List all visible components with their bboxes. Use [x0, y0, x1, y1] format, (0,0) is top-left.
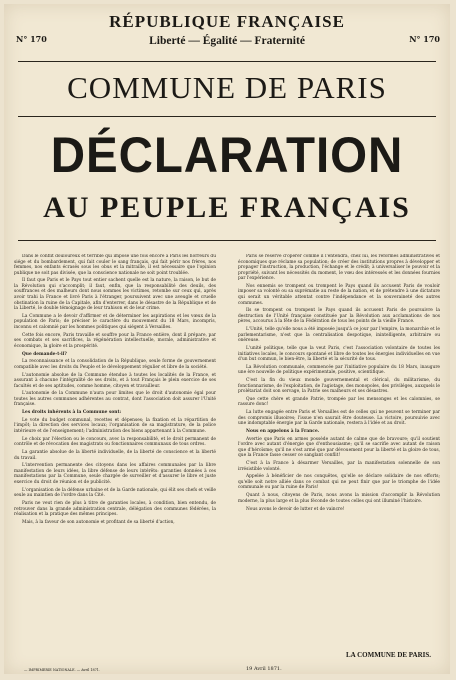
paragraph: L'intervention permanente des citoyens dans les affaires communales par la libre manifestation de leurs idées, la libre défense de leurs intérêts: garanties données à ces manifestations par la Commune, seule chargée de surveiller et d'assurer le libre et juste exercice du droit de réunion et de publicité. — [14, 463, 216, 485]
paragraph: Cette fois encore, Paris travaille et souffre pour la France entière, dont il prépare, par ses combats et ses sacrifices, la régénération intellectuelle, morale, administrative et économique, la gloire et la prospérité. — [14, 332, 216, 349]
paragraph: La Révolution communale, commencée par l'initiative populaire du 18 Mars, inaugure une ère nouvelle de politique expérimentale, positive, scientifique. — [238, 364, 440, 376]
paragraph: Il faut que Paris et le Pays tout entier sachent quelle est la nature, la raison, le but de la Révolution qui s'accomplit; il faut, enfin, que la responsabilité des deuils, des souffrances et des malheurs dont nous sommes les victimes, retombe sur ceux qui, après avoir trahi la France et livré Paris à l'étranger, poursuivent avec une aveugle et cruelle obstination la ruine de la Capitale, afin d'enterrer, dans le désastre de la République et de la Liberté, le double témoignage de leur trahison et de leur crime. — [14, 278, 216, 312]
paragraph: L'Unité, telle qu'elle nous a été imposée jusqu'à ce jour par l'empire, la monarchie et le parlementarisme, n'est que la centralisation despotique, inintelligente, arbitraire ou onéreuse. — [238, 327, 440, 344]
text-column-right — [238, 254, 440, 654]
commune-title: COMMUNE DE PARIS — [67, 70, 387, 105]
paragraph: Nos ennemis se trompent ou trompent le Pays quand ils accusent Paris de vouloir imposer sa volonté ou sa suprématie au reste de la nation, et de prétendre à une dictature qui serait un véritable attentat contre l'indépendance et la souveraineté des autres communes. — [238, 283, 440, 306]
issue-number-left: N° 170 — [16, 34, 47, 44]
paragraph: C'est à la France à désarmer Versailles, par la manifestation solennelle de son irrésistible volonté. — [238, 461, 440, 472]
motto: Liberté — Égalité — Fraternité — [149, 35, 305, 47]
republic-heading: RÉPUBLIQUE FRANÇAISE — [109, 12, 345, 31]
paragraph: Paris se réserve d'opérer comme il l'entendra, chez lui, les réformes administratives et économiques que réclame sa population; de créer des institutions propres à développer et propager l'instruction, la production, l'échange et le crédit; à universaliser le pouvoir et la propriété, suivant les nécessités du moment, le vœu des intéressés et les données fournies par l'expérience. — [238, 254, 440, 282]
declaration-title: DÉCLARATION — [50, 127, 404, 183]
paragraph: Avertie que Paris en armes possède autant de calme que de bravoure; qu'il soutient l'ordre avec autant d'énergie que d'enthousiasme; qu'il se sacrifie avec autant de raison que d'héroïsme; qu'il ne s'est armé que par dévouement pour la liberté et la gloire de tous, que la France fasse cesser ce sanglant conflit! — [238, 436, 440, 459]
paragraph: Appelée à bénéficier de nos conquêtes, qu'elle se déclare solidaire de nos efforts; qu'elle soit notre alliée dans ce combat qui ne peut finir que par le triomphe de l'idée communale ou par la ruine de Paris! — [238, 474, 440, 491]
paragraph: Que cette chère et grande Patrie, trompée par les mensonges et les calomnies, se rassure donc! — [238, 396, 440, 408]
divider-rule — [18, 116, 436, 117]
paragraph: La lutte engagée entre Paris et Versailles est de celles qui ne peuvent se terminer par des compromis illusoires; l'issue n'en saurait être douteuse. La victoire, poursuivie avec une indomptable énergie par la Garde nationale, restera à l'idée et au droit. — [238, 410, 440, 427]
paragraph: Ils se trompent ou trompent le Pays quand ils accusent Paris de poursuivre la destruction de l'Unité française constituée par la Révolution aux acclamations de nos pères, accourus à la fête de la Fédération de tous les points de la vieille France. — [238, 308, 440, 325]
paragraph: La Commune a le devoir d'affirmer et de déterminer les aspirations et les vœux de la population de Paris; de préciser le caractère du mouvement du 18 Mars, incompris, inconnu et calomnié par les hommes politiques qui siégent à Versailles. — [14, 313, 216, 330]
paragraph: L'organisation de la défense urbaine et de la Garde nationale, qui élit ses chefs et veille seule au maintien de l'ordre dans la Cité. — [14, 487, 216, 499]
paragraph: L'unité politique, telle que la veut Paris, c'est l'association volontaire de toutes les initiatives locales, le concours spontané et libre de toutes les énergies individuelles en vue d'un but commun, le bien-être, la liberté et la sécurité de tous. — [238, 345, 440, 363]
paragraph: Nous en appelons à la France. — [246, 429, 320, 434]
date: 19 Avril 1871. — [246, 666, 282, 672]
paragraph: La reconnaissance et la consolidation de la République, seule forme de gouvernement compatible avec les droits du Peuple et le développement régulier et libre de la société. — [14, 359, 216, 370]
printer-line: — IMPRIMERIE NATIONALE. — Avril 1871. — [24, 668, 101, 672]
paragraph: Nous avons le devoir de lutter et de vaincre! — [246, 506, 345, 512]
paragraph: La garantie absolue de la liberté individuelle, de la liberté de conscience et la liberté du travail. — [14, 450, 216, 461]
paragraph: Le choix par l'élection ou le concours, avec la responsabilité, et le droit permanent de contrôle et de révocation des magistrats ou fonctionnaires communaux de tous ordres. — [14, 436, 216, 448]
paragraph: C'est la fin du vieux monde gouvernemental et clérical, du militarisme, du fonctionnarisme, de l'exploitation, de l'agiotage, des monopoles, des priviléges, auxquels le prolétariat doit son servage, la Patrie ses malheurs et ses désastres. — [238, 378, 440, 395]
poster-sheet — [4, 4, 450, 674]
divider-rule — [18, 240, 436, 241]
paragraph: Dans le conflit douloureux et terrible qui impose une fois encore à Paris les horreurs du siége et du bombardement, qui fait couler le sang français, qui fait périr nos frères, nos femmes, nos enfants écrasés sous les obus et la mitraille, il est nécessaire que l'opinion publique ne soit pas divisée, que la conscience nationale ne soit point troublée. — [14, 254, 216, 276]
signature: LA COMMUNE DE PARIS. — [346, 651, 432, 659]
paragraph: L'autonomie absolue de la Commune étendue à toutes les localités de la France, et assurant à chacune l'intégralité de ses droits, et à tout Français le plein exercice de ses facultés et de ses aptitudes, comme homme, citoyen et travailleur. — [14, 372, 216, 389]
paragraph: Quant à nous, citoyens de Paris, nous avons la mission d'accomplir la Révolution moderne, la plus large et la plus féconde de toutes celles qui ont illuminé l'histoire. — [238, 493, 440, 504]
peuple-title: AU PEUPLE FRANÇAIS — [43, 191, 411, 224]
paragraph: Le vote du budget communal, recettes et dépenses; la fixation et la répartition de l'impôt; la direction des services locaux; l'organisation de sa magistrature, de la police intérieure et de l'enseignement; l'administration des biens appartenant à la Commune. — [14, 417, 216, 434]
text-column-left — [14, 254, 216, 654]
paragraph: Que demande-t-il? — [22, 351, 67, 357]
paragraph: Mais, à la faveur de son autonomie et profitant de sa liberté d'action, — [22, 519, 175, 525]
divider-rule — [18, 61, 436, 62]
paragraph: Paris ne veut rien de plus à titre de garanties locales, à condition, bien entendu, de retrouver dans la grande administration centrale, délégation des communes fédérées, la réalisation et la pratique des mêmes principes. — [14, 500, 216, 518]
paragraph: L'autonomie de la Commune n'aura pour limites que le droit d'autonomie égal pour toutes les autres communes adhérentes au contrat, dont l'association doit assurer l'Unité française. — [14, 391, 216, 408]
issue-number-right: N° 170 — [409, 34, 440, 44]
paragraph: Les droits inhérents à la Commune sont: — [22, 410, 122, 416]
